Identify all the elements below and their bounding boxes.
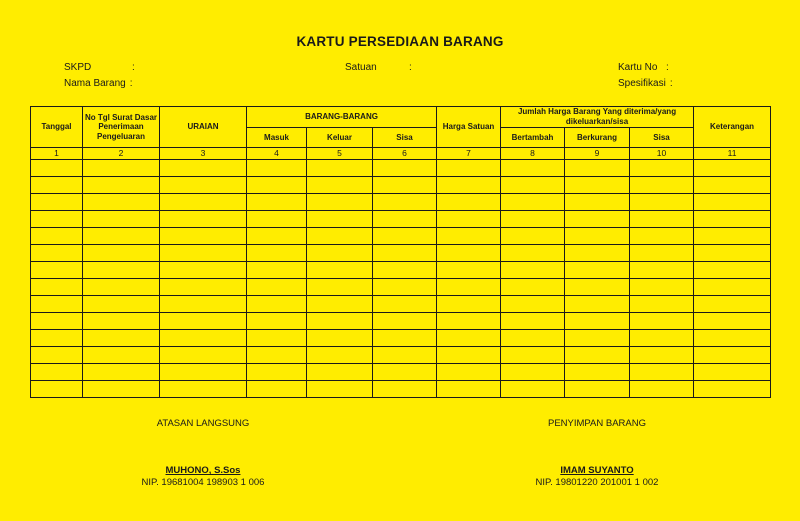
- table-cell: [160, 330, 247, 347]
- table-cell: [437, 245, 501, 262]
- table-cell: [31, 194, 83, 211]
- table-cell: [630, 330, 694, 347]
- table-cell: [31, 347, 83, 364]
- header-sisa-jumlah: Sisa: [630, 128, 694, 148]
- signature-right: [520, 418, 674, 488]
- satuan-label: Satuan: [345, 62, 377, 73]
- table-cell: [247, 194, 307, 211]
- header-masuk: Masuk: [247, 128, 307, 148]
- header-bertambah: Bertambah: [501, 128, 565, 148]
- table-cell: [83, 313, 160, 330]
- table-cell: [501, 296, 565, 313]
- table-cell: [160, 381, 247, 398]
- table-cell: [83, 177, 160, 194]
- table-cell: [437, 262, 501, 279]
- table-cell: [373, 279, 437, 296]
- table-cell: [247, 347, 307, 364]
- table-cell: [565, 211, 630, 228]
- table-cell: [630, 177, 694, 194]
- table-cell: [31, 160, 83, 177]
- signature-right-nip: NIP. 19801220 201001 1 002: [535, 477, 659, 488]
- table-cell: [694, 381, 771, 398]
- nama-barang-label: Nama Barang: [64, 78, 126, 89]
- table-cell: [630, 228, 694, 245]
- table-cell: [501, 364, 565, 381]
- signature-left-role: ATASAN LANGSUNG: [156, 418, 250, 429]
- table-cell: [307, 245, 373, 262]
- table-cell: [247, 313, 307, 330]
- table-cell: [694, 245, 771, 262]
- table-cell: [694, 347, 771, 364]
- table-cell: [630, 160, 694, 177]
- kartu-no-colon: :: [666, 62, 669, 73]
- table-cell: [83, 330, 160, 347]
- table-cell: [565, 279, 630, 296]
- table-cell: [501, 330, 565, 347]
- column-number: 5: [307, 148, 373, 160]
- table-cell: [373, 245, 437, 262]
- header-tanggal: Tanggal: [31, 107, 83, 148]
- table-cell: [694, 177, 771, 194]
- table-cell: [160, 347, 247, 364]
- kartu-no-label: Kartu No: [618, 62, 658, 73]
- table-cell: [83, 279, 160, 296]
- table-row: [31, 364, 771, 381]
- header-sisa: Sisa: [373, 128, 437, 148]
- column-number: 2: [83, 148, 160, 160]
- table-cell: [630, 262, 694, 279]
- table-cell: [565, 364, 630, 381]
- table-cell: [373, 262, 437, 279]
- table-cell: [501, 381, 565, 398]
- table-cell: [437, 194, 501, 211]
- skpd-field: [64, 62, 135, 73]
- signature-left-name: MUHONO, S.Sos: [165, 465, 241, 476]
- table-cell: [437, 330, 501, 347]
- table-cell: [247, 330, 307, 347]
- table-cell: [83, 347, 160, 364]
- table-cell: [373, 160, 437, 177]
- table-cell: [307, 211, 373, 228]
- table-cell: [501, 228, 565, 245]
- table-cell: [437, 347, 501, 364]
- signature-left-nip: NIP. 19681004 198903 1 006: [141, 477, 265, 488]
- header-keluar: Keluar: [307, 128, 373, 148]
- table-cell: [437, 313, 501, 330]
- nama-barang-field: [64, 78, 132, 89]
- table-row: [31, 262, 771, 279]
- table-row: [31, 245, 771, 262]
- table-cell: [565, 330, 630, 347]
- column-number: 7: [437, 148, 501, 160]
- table-cell: [160, 279, 247, 296]
- table-cell: [31, 330, 83, 347]
- table-cell: [694, 160, 771, 177]
- table-row: [31, 330, 771, 347]
- table-cell: [565, 177, 630, 194]
- table-cell: [31, 262, 83, 279]
- table-row: [31, 381, 771, 398]
- table-cell: [83, 381, 160, 398]
- header-jumlah-group: Jumlah Harga Barang Yang diterima/yang dikeluarkan/sisa: [501, 107, 694, 128]
- table-cell: [247, 381, 307, 398]
- table-cell: [373, 177, 437, 194]
- table-cell: [373, 296, 437, 313]
- table-cell: [160, 313, 247, 330]
- table-cell: [31, 245, 83, 262]
- table-cell: [373, 228, 437, 245]
- table-cell: [694, 313, 771, 330]
- table-cell: [501, 177, 565, 194]
- signature-left: [128, 418, 278, 488]
- table-cell: [307, 330, 373, 347]
- table-cell: [437, 364, 501, 381]
- table-cell: [501, 262, 565, 279]
- table-cell: [247, 245, 307, 262]
- table-cell: [31, 296, 83, 313]
- table-cell: [630, 364, 694, 381]
- table-cell: [501, 211, 565, 228]
- table-cell: [247, 262, 307, 279]
- table-cell: [501, 347, 565, 364]
- table-cell: [160, 228, 247, 245]
- table-cell: [373, 364, 437, 381]
- table-cell: [83, 296, 160, 313]
- table-cell: [630, 296, 694, 313]
- table-cell: [565, 347, 630, 364]
- table-cell: [373, 313, 437, 330]
- table-cell: [307, 347, 373, 364]
- table-cell: [83, 364, 160, 381]
- column-number: 8: [501, 148, 565, 160]
- table-cell: [630, 211, 694, 228]
- table-cell: [31, 228, 83, 245]
- table-cell: [160, 211, 247, 228]
- table-row: [31, 313, 771, 330]
- table-cell: [694, 262, 771, 279]
- spesifikasi-field: [618, 78, 673, 89]
- table-cell: [31, 177, 83, 194]
- table-cell: [31, 381, 83, 398]
- header-uraian: URAIAN: [160, 107, 247, 148]
- table-cell: [437, 228, 501, 245]
- skpd-colon: :: [132, 62, 135, 73]
- table-cell: [630, 194, 694, 211]
- table-cell: [373, 330, 437, 347]
- table-cell: [694, 330, 771, 347]
- signature-right-role: PENYIMPAN BARANG: [547, 418, 646, 429]
- table-cell: [307, 313, 373, 330]
- table-cell: [160, 296, 247, 313]
- table-cell: [307, 364, 373, 381]
- table-cell: [501, 160, 565, 177]
- table-cell: [437, 211, 501, 228]
- table-cell: [160, 160, 247, 177]
- table-cell: [630, 313, 694, 330]
- column-number: 11: [694, 148, 771, 160]
- table-cell: [694, 364, 771, 381]
- table-cell: [694, 211, 771, 228]
- table-cell: [373, 211, 437, 228]
- column-number: 9: [565, 148, 630, 160]
- table-cell: [83, 194, 160, 211]
- table-cell: [501, 279, 565, 296]
- header-no-tgl-surat: No Tgl Surat Dasar Penerimaan Pengeluaran: [83, 107, 160, 148]
- column-number: 10: [630, 148, 694, 160]
- table-cell: [247, 177, 307, 194]
- spesifikasi-colon: :: [669, 78, 673, 89]
- table-row: [31, 279, 771, 296]
- table-cell: [630, 347, 694, 364]
- table-cell: [307, 177, 373, 194]
- satuan-field: [345, 62, 412, 73]
- signature-right-name: IMAM SUYANTO: [560, 465, 634, 476]
- table-cell: [83, 211, 160, 228]
- table-cell: [565, 245, 630, 262]
- nama-barang-colon: :: [129, 78, 133, 89]
- header-keterangan: Keterangan: [694, 107, 771, 148]
- header-barang-group: BARANG-BARANG: [247, 107, 437, 128]
- table-cell: [160, 177, 247, 194]
- table-cell: [247, 364, 307, 381]
- column-number: 4: [247, 148, 307, 160]
- table-cell: [83, 228, 160, 245]
- column-number: 1: [31, 148, 83, 160]
- table-cell: [307, 228, 373, 245]
- table-cell: [501, 245, 565, 262]
- header-harga-satuan: Harga Satuan: [437, 107, 501, 148]
- table-cell: [160, 364, 247, 381]
- column-number: 3: [160, 148, 247, 160]
- table-cell: [694, 296, 771, 313]
- table-cell: [307, 160, 373, 177]
- table-cell: [307, 194, 373, 211]
- table-cell: [694, 279, 771, 296]
- table-cell: [437, 177, 501, 194]
- table-cell: [247, 296, 307, 313]
- spesifikasi-label: Spesifikasi: [618, 78, 666, 89]
- table-cell: [565, 262, 630, 279]
- table-cell: [437, 160, 501, 177]
- table-cell: [31, 313, 83, 330]
- page-title: KARTU PERSEDIAAN BARANG: [296, 34, 504, 49]
- table-cell: [565, 296, 630, 313]
- table-cell: [565, 313, 630, 330]
- table-cell: [307, 296, 373, 313]
- table-row: [31, 160, 771, 177]
- satuan-colon: :: [409, 62, 412, 73]
- table-cell: [565, 160, 630, 177]
- inventory-table: [30, 106, 771, 398]
- table-cell: [373, 194, 437, 211]
- table-row: [31, 211, 771, 228]
- table-cell: [247, 211, 307, 228]
- kartu-no-field: [618, 62, 669, 73]
- table-cell: [307, 381, 373, 398]
- table-cell: [83, 245, 160, 262]
- table-cell: [247, 160, 307, 177]
- table-cell: [307, 279, 373, 296]
- table-cell: [247, 279, 307, 296]
- table-cell: [501, 313, 565, 330]
- table-cell: [31, 279, 83, 296]
- table-cell: [307, 262, 373, 279]
- table-row: [31, 347, 771, 364]
- table-cell: [437, 296, 501, 313]
- table-cell: [437, 279, 501, 296]
- table-cell: [160, 245, 247, 262]
- table-row: [31, 228, 771, 245]
- column-number-row: [31, 148, 771, 160]
- header-berkurang: Berkurang: [565, 128, 630, 148]
- table-cell: [694, 228, 771, 245]
- table-cell: [373, 381, 437, 398]
- table-cell: [160, 262, 247, 279]
- table-cell: [31, 211, 83, 228]
- table-cell: [501, 194, 565, 211]
- table-cell: [373, 347, 437, 364]
- table-cell: [31, 364, 83, 381]
- skpd-label: SKPD: [64, 62, 92, 73]
- table-cell: [565, 228, 630, 245]
- table-cell: [83, 160, 160, 177]
- table-cell: [565, 381, 630, 398]
- table-cell: [247, 228, 307, 245]
- column-number: 6: [373, 148, 437, 160]
- table-cell: [630, 381, 694, 398]
- table-cell: [83, 262, 160, 279]
- table-cell: [630, 245, 694, 262]
- table-cell: [437, 381, 501, 398]
- table-cell: [630, 279, 694, 296]
- table-cell: [160, 194, 247, 211]
- table-cell: [694, 194, 771, 211]
- table-row: [31, 194, 771, 211]
- table-row: [31, 296, 771, 313]
- table-row: [31, 177, 771, 194]
- table-cell: [565, 194, 630, 211]
